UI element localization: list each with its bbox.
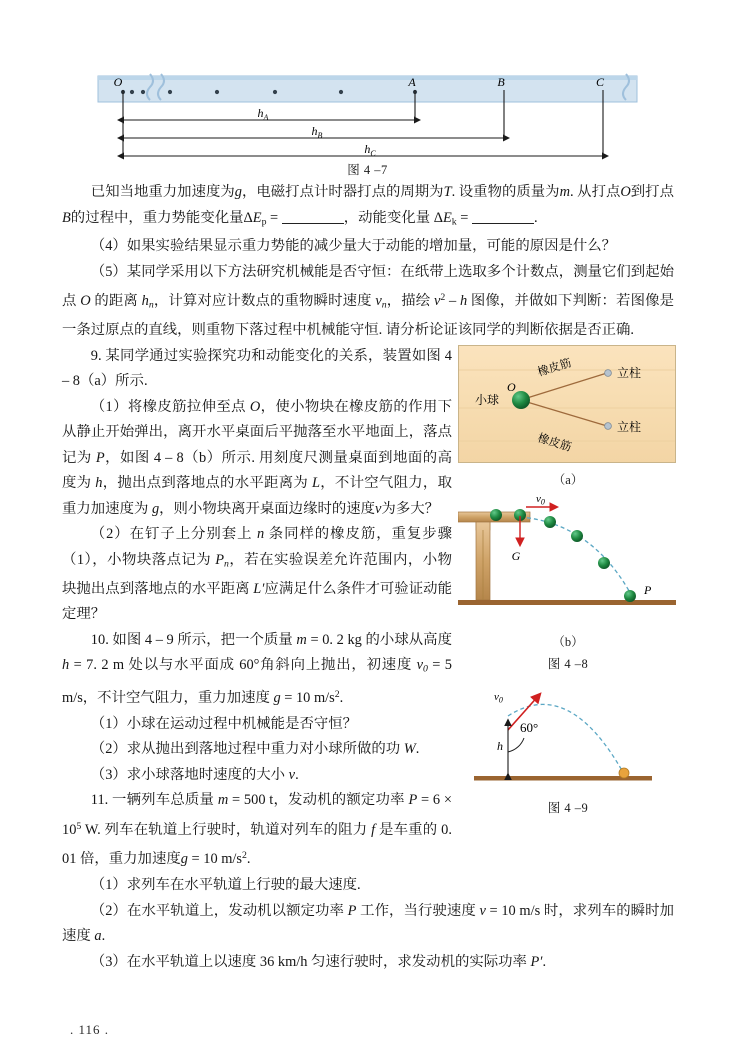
rubber-band-bottom xyxy=(527,402,607,426)
paragraph-known-conditions xyxy=(62,180,674,234)
symbol-h: h xyxy=(62,657,70,674)
symbol-sub-0: 0 xyxy=(422,663,428,675)
symbol-sub-n: n xyxy=(148,299,154,311)
symbol-W: W xyxy=(403,741,416,758)
text-run: . xyxy=(101,928,106,945)
figure-4-8b xyxy=(458,490,678,672)
text-run: 到打点 xyxy=(630,184,674,200)
label-rubber-band-bottom: 橡皮筋 xyxy=(536,432,573,454)
symbol-B: B xyxy=(62,209,71,226)
tape-dot xyxy=(215,90,219,94)
question-11-part-3 xyxy=(62,950,674,976)
figure-4-7 xyxy=(95,72,640,167)
symbol-sup-5: 5 xyxy=(76,820,82,832)
symbol-E: E xyxy=(252,209,262,226)
symbol-sub-n: n xyxy=(224,558,229,570)
symbol-delta: Δ xyxy=(243,209,253,226)
text-run: ，动能变化量 xyxy=(343,209,434,226)
figure-4-8b-caption: （b） xyxy=(552,635,584,649)
symbol-P: P xyxy=(95,449,105,466)
question-11-part-2 xyxy=(62,899,674,950)
text-run: = 7. 2 m 处以与水平面成 60°角斜向上抛出，初速度 xyxy=(69,657,417,674)
text-run: . xyxy=(339,690,344,707)
question-10-part-1: （1）小球在运动过程中机械能是否守恒？ xyxy=(90,715,358,732)
symbol-a: a xyxy=(94,928,102,945)
text-run: . xyxy=(542,953,547,970)
label-post-top: 立柱 xyxy=(617,366,642,380)
symbol-m: m xyxy=(217,792,229,809)
label-hC: $h_C$ xyxy=(364,142,376,158)
text-run: = 10 m/s xyxy=(187,851,243,868)
text-run: . xyxy=(415,741,420,758)
text-run: – xyxy=(445,293,460,310)
text-run: = 10 m/s 时，求列车的瞬时加速度 xyxy=(62,902,674,945)
figure-4-7-caption: 图 4 –7 xyxy=(347,163,388,177)
tape-dot xyxy=(168,90,172,94)
question-11-part-1: （1）求列车在水平轨道上行驶的最大速度. xyxy=(90,877,361,894)
label-point-C: C xyxy=(595,75,605,89)
figure-4-9-svg xyxy=(464,678,664,798)
symbol-v: v xyxy=(375,500,382,517)
text-run: （2）求从抛出到落地过程中重力对小球所做的功 xyxy=(90,741,404,758)
ground-line xyxy=(458,600,676,605)
post-bottom-icon xyxy=(605,423,612,430)
text-run: . xyxy=(295,766,299,783)
text-run: . xyxy=(246,851,251,868)
symbol-g: g xyxy=(180,851,188,868)
ball-icon xyxy=(490,509,502,521)
answer-blank-ep[interactable] xyxy=(282,223,344,224)
symbol-v: v xyxy=(479,902,486,919)
symbol-T: T xyxy=(443,184,452,200)
figure-4-8b-svg xyxy=(458,490,676,625)
symbol-sup-2: 2 xyxy=(242,850,247,862)
label-h: h xyxy=(497,739,503,753)
label-P: P xyxy=(644,583,652,597)
question-9-head: 9. 某同学通过实验探究功和动能变化的关系，装置如图 4 – 8（a）所示. xyxy=(62,347,452,390)
text-run: = xyxy=(266,209,282,226)
symbol-g: g xyxy=(234,184,242,200)
ball-icon xyxy=(598,557,610,569)
symbol-sub-n: n xyxy=(381,299,387,311)
symbol-v: v xyxy=(416,657,423,674)
figure-4-9-canvas xyxy=(464,678,664,798)
ball-icon-landing xyxy=(624,590,636,602)
symbol-L-prime: L′ xyxy=(253,580,265,597)
symbol-O: O xyxy=(620,184,631,200)
symbol-f: f xyxy=(371,821,376,838)
text-run: 图像，并做如下判断：若图像是一条过原点的直线，则重物下落过程中机械能守恒. 请分析论证该同学的判断依据是否正确. xyxy=(62,293,674,339)
label-origin-O: O xyxy=(507,380,516,394)
label-point-B: B xyxy=(497,75,505,89)
text-run: 11. 一辆列车总质量 xyxy=(90,792,218,809)
text-run: = 6 × 10 xyxy=(62,792,453,838)
question-5 xyxy=(62,260,674,344)
label-hB: $h_B$ xyxy=(311,124,323,140)
question-10-part-3 xyxy=(62,763,452,789)
question-9-part-2 xyxy=(62,522,452,627)
symbol-v: v xyxy=(288,766,296,783)
text-run: 条同样的橡皮筋，重复步骤（1），小物块落点记为 xyxy=(62,526,452,568)
trajectory-path xyxy=(508,704,624,774)
text-run: = 10 m/s xyxy=(280,690,335,707)
text-run: = 500 t，发动机的额定功率 xyxy=(228,792,409,809)
text-run: 是车重的 0. 01 倍，重力加速度 xyxy=(62,821,452,868)
label-v0: $v_0$ xyxy=(536,493,545,507)
symbol-P: P xyxy=(408,792,418,809)
text-run: ，抛出点到落地点的水平距离为 xyxy=(102,475,312,492)
label-rubber-band-top: 橡皮筋 xyxy=(536,357,573,379)
answer-blank-ek[interactable] xyxy=(472,223,534,224)
text-run: ，使小物块在橡皮筋的作用下从静止开始弹出，离开水平桌面后平抛落至水平地面上，落点记为 xyxy=(62,398,452,466)
text-run: ，则小物块离开桌面边缘时的速度 xyxy=(159,500,376,517)
text-run: （5）某同学采用以下方法研究机械能是否守恒：在纸带上选取多个计数点，测量它们到起始点 xyxy=(62,263,674,310)
figure-4-7-svg xyxy=(95,72,640,167)
symbol-O: O xyxy=(80,293,91,310)
figure-4-8a-caption: （a） xyxy=(552,473,584,487)
trajectory-path xyxy=(520,517,633,598)
text-run: ，如图 4 – 8（b）所示. 用刻度尺测量桌面到地面的高度为 xyxy=(62,449,452,492)
text-run: . 设重物的质量为 xyxy=(451,184,560,200)
text-run: ，电磁打点计时器打点的周期为 xyxy=(241,184,444,200)
angle-arc xyxy=(508,738,524,752)
label-v0: $v_0$ xyxy=(494,691,503,705)
symbol-v: v xyxy=(375,293,382,310)
figure-column xyxy=(458,345,678,816)
symbol-n: n xyxy=(257,526,265,543)
text-run: （1）将橡皮筋拉伸至点 xyxy=(90,398,250,415)
symbol-L: L xyxy=(311,475,320,492)
symbol-v: v xyxy=(434,293,441,310)
text-run: （2）在水平轨道上，发动机以额定功率 xyxy=(90,902,348,919)
ball-icon xyxy=(571,530,583,542)
symbol-P: P xyxy=(215,551,225,568)
label-point-O: O xyxy=(113,75,123,89)
text-run: ，描绘 xyxy=(386,293,435,310)
text-run: ，若在实验误差允许范围内，小物块抛出点到落地点的水平距离 xyxy=(62,551,452,597)
text-run: . xyxy=(533,209,538,226)
text-run: （3）求小球落地时速度的大小 xyxy=(90,766,289,783)
text-run: 的距离 xyxy=(90,293,142,310)
tape-dot xyxy=(141,90,145,94)
question-10-head xyxy=(62,628,452,712)
symbol-sup-2: 2 xyxy=(440,292,446,304)
tape-dot xyxy=(339,90,343,94)
tape-highlight xyxy=(98,76,637,80)
question-4: （4）如果实验结果显示重力势能的减少量大于动能的增加量，可能的原因是什么？ xyxy=(90,238,617,255)
symbol-h: h xyxy=(459,293,468,310)
label-ball: 小球 xyxy=(474,393,499,407)
text-run: W. 列车在轨道上行驶时，轨道对列车的阻力 xyxy=(81,821,372,838)
label-G: G xyxy=(511,549,521,563)
page-number: . 116 . xyxy=(70,1022,110,1037)
post-top-icon xyxy=(605,370,612,377)
symbol-sub-k: k xyxy=(451,215,457,227)
text-run: = 0. 2 kg 的小球从高度 xyxy=(306,631,452,648)
text-run: ，计算对应计数点的重物瞬时速度 xyxy=(153,293,376,310)
symbol-sub-p: p xyxy=(261,215,267,227)
label-angle-60: 60° xyxy=(520,720,539,735)
tape-dot xyxy=(130,90,134,94)
figure-4-8b-canvas xyxy=(458,490,676,625)
figure-4-8a-svg xyxy=(459,346,675,462)
label-hA: $h_A$ xyxy=(257,106,269,122)
figure-4-8a xyxy=(458,345,678,488)
text-run: 为多大？ xyxy=(381,500,439,517)
text-run: ，不计空气阻力，取重力加速度为 xyxy=(62,475,452,517)
symbol-P-prime: P′ xyxy=(530,953,543,970)
figure-4-8-caption: 图 4 –8 xyxy=(547,657,589,671)
text-run: 应满足什么条件才可验证动能定理？ xyxy=(62,580,452,623)
question-11-head xyxy=(62,788,452,873)
symbol-delta: Δ xyxy=(433,209,443,226)
symbol-m: m xyxy=(559,184,570,200)
symbol-g: g xyxy=(273,690,281,707)
tape-dot xyxy=(273,90,277,94)
symbol-sup-2: 2 xyxy=(334,689,340,701)
text-run: （3）在水平轨道上以速度 36 km/h 匀速行驶时，求发动机的实际功率 xyxy=(90,953,531,970)
question-9-part-1 xyxy=(62,395,452,523)
text-run: = 5 m/s，不计空气阻力，重力加速度 xyxy=(62,657,452,707)
figure-4-9 xyxy=(458,678,678,816)
symbol-h: h xyxy=(141,293,149,310)
text-run: 10. 如图 4 – 9 所示，把一个质量 xyxy=(90,631,297,648)
symbol-m: m xyxy=(296,631,307,648)
symbol-P: P xyxy=(347,902,357,919)
text-run: 的过程中，重力势能变化量 xyxy=(70,209,244,226)
ball-icon-landing xyxy=(619,768,629,778)
symbol-h: h xyxy=(95,475,103,492)
figure-4-9-caption: 图 4 –9 xyxy=(547,801,589,815)
symbol-g: g xyxy=(151,500,160,517)
text-run: 工作，当行驶速度 xyxy=(356,902,480,919)
text-run: . 从打点 xyxy=(569,184,621,200)
figure-4-8a-canvas xyxy=(458,345,676,463)
text-run: （2）在钉子上分别套上 xyxy=(90,526,257,543)
text-run: 已知当地重力加速度为 xyxy=(90,184,235,200)
ball-icon xyxy=(544,516,556,528)
symbol-O: O xyxy=(249,398,261,415)
symbol-E: E xyxy=(442,209,452,226)
label-post-bottom: 立柱 xyxy=(617,420,642,434)
text-run: = xyxy=(456,209,472,226)
label-point-A: A xyxy=(408,75,416,89)
question-10-part-2 xyxy=(62,737,452,763)
